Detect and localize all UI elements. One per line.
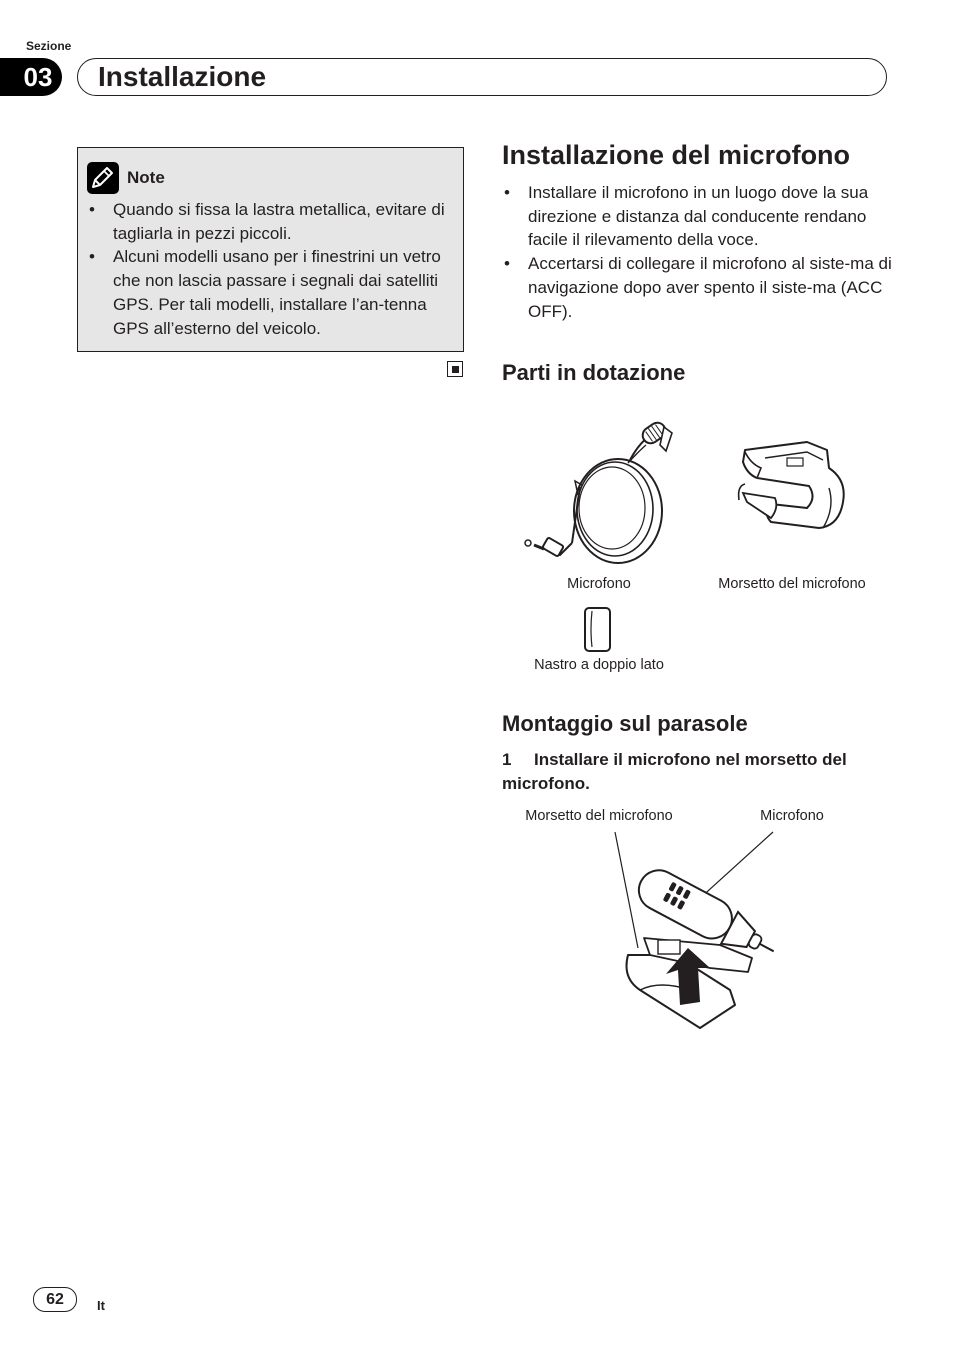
mounting-illustration [600,830,780,1035]
note-item: • Quando si fissa la lastra metallica, evitare di tagliarla in pezzi piccoli. [87,198,455,245]
tape-caption: Nastro a doppio lato [534,657,664,673]
main-bullet-list [502,181,894,323]
microphone-illustration [520,415,680,575]
section-number-badge: 03 [0,58,62,96]
pencil-note-icon [87,162,119,194]
note-list [87,198,455,340]
clamp-caption: Morsetto del microfono [718,576,866,592]
section-end-mark [447,361,463,377]
microphone-caption: Microfono [567,576,631,592]
mounting-heading: Montaggio sul parasole [502,711,748,736]
figure-mic-label: Microfono [760,808,824,824]
page-number-badge: 62 [33,1287,77,1312]
section-title-text: Installazione [98,61,267,92]
note-item: • Alcuni modelli usano per i finestrini un vetro che non lascia passare i segnali dai satelliti GPS. Per tali modelli, installare l’an-tenna GPS all’esterno del veicolo. [87,245,455,340]
note-title: Note [127,168,165,187]
step-number: 1 [502,750,512,769]
parts-heading: Parti in dotazione [502,360,686,385]
step-1 [502,748,894,796]
microphone-clamp-illustration [735,438,850,533]
section-label: Sezione [26,39,72,53]
language-code: It [97,1298,105,1313]
section-title [77,58,887,96]
main-bullet-item: • Installare il microfono in un luogo dove la sua direzione e distanza dal conducente rendano facile il rilevamento della voce. [502,181,894,252]
figure-clamp-label: Morsetto del microfono [525,808,673,824]
note-header [87,162,165,194]
double-sided-tape-illustration [584,607,612,652]
step-text: Installare il microfono nel morsetto del microfono. [502,750,847,793]
main-title: Installazione del microfono [502,140,851,170]
main-bullet-item: • Accertarsi di collegare il microfono al siste-ma di navigazione dopo aver spento il siste-ma (ACC OFF). [502,252,894,323]
